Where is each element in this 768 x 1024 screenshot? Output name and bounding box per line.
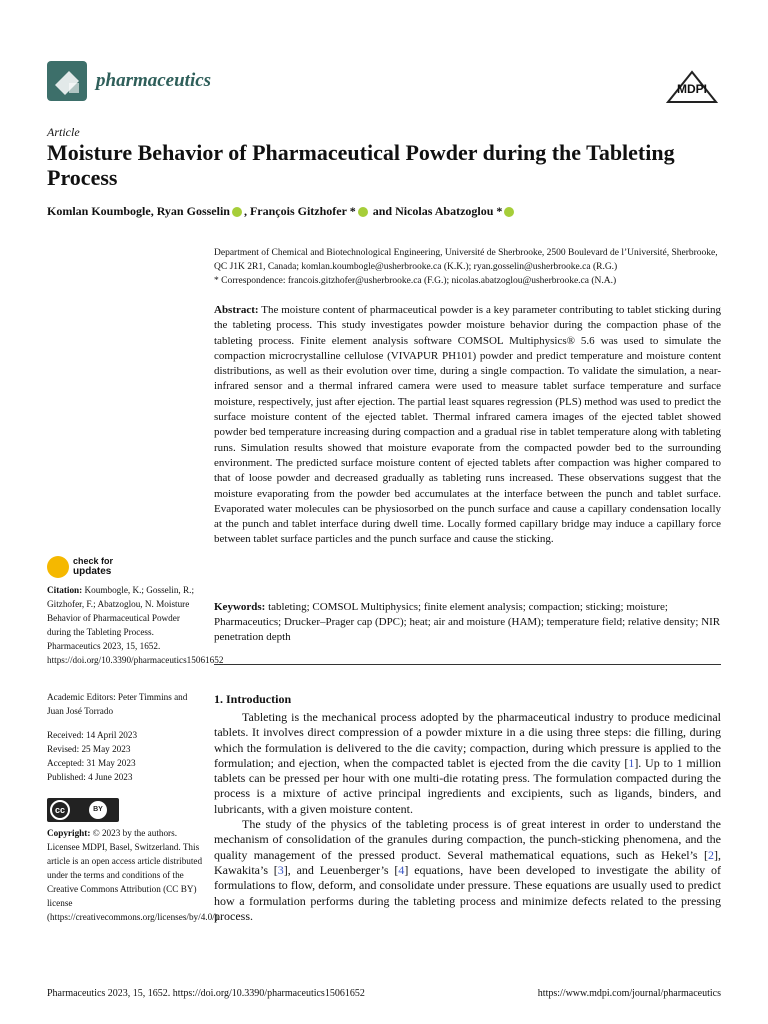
revised-date: Revised: 25 May 2023 <box>47 744 131 754</box>
academic-editors: Academic Editors: Peter Timmins and Juan José Torrado <box>47 692 188 716</box>
article-type: Article <box>47 125 80 139</box>
mdpi-logo <box>666 70 718 104</box>
check-for-updates-button[interactable] <box>47 556 139 580</box>
intro-paragraph: Tableting is the mechanical process adopted by the pharmaceutical industry to produce medicinal tablets. It involves direct compression of a powder mixture in a die using three steps: die filling, during which the formulation is delivered to the die cavity; compaction, during which pressure is applied to the formulation; and ejection, when the compacted tablet is ejected from the die cavity [1]. Up to 1 million tablets can be pressed per hour with one multi-die rotating press. The formulation compacted during the process is a mixture of active principal ingredients and excipients, such as ligands, binders, and lubricants, with a given moisture content. <box>214 710 721 816</box>
author-list: Komlan Koumbogle, Ryan Gosselin , François Gitzhofer * and Nicolas Abatzoglou * <box>47 204 516 219</box>
author-name[interactable]: François Gitzhofer * <box>249 204 356 218</box>
copyright-block <box>47 826 221 924</box>
reference-link[interactable]: 3 <box>277 862 284 877</box>
citation-text[interactable]: Koumbogle, K.; Gosselin, R.; Gitzhofer, F.; Abatzoglou, N. Moisture Behavior of Pharmaceutical Powder during the Tableting Process. Pharmaceutics 2023, 15, 1652. https://doi.org/10.3390/pharmaceutics15061652 <box>47 585 224 665</box>
footer-citation[interactable]: Pharmaceutics 2023, 15, 1652. https://doi.org/10.3390/pharmaceutics15061652 <box>47 988 365 999</box>
author-name[interactable]: Komlan Koumbogle <box>47 204 151 218</box>
author-name[interactable]: Nicolas Abatzoglou * <box>395 204 503 218</box>
check-updates-label: updates <box>73 566 112 577</box>
orcid-icon[interactable] <box>232 207 242 217</box>
keywords <box>214 600 721 645</box>
reference-link[interactable]: 2 <box>708 847 714 862</box>
orcid-icon[interactable] <box>504 207 514 217</box>
abstract-label: Abstract: <box>214 304 259 316</box>
keywords-text: tableting; COMSOL Multiphysics; finite element analysis; compaction; sticking; moisture; Pharmaceutics; Drucker–Prager cap (DPC); heat; air and moisture (HAM); temperature field; relative density; NIR penetration depth <box>214 601 721 643</box>
received-date: Received: 14 April 2023 <box>47 730 138 740</box>
by-icon: BY <box>89 801 107 819</box>
check-updates-icon <box>47 556 69 578</box>
journal-name: pharmaceutics <box>96 70 212 91</box>
abstract <box>214 303 721 548</box>
article-title: Moisture Behavior of Pharmaceutical Powder during the Tableting Process <box>47 140 675 190</box>
intro-body <box>214 710 721 924</box>
reference-link[interactable]: 1 <box>628 755 635 770</box>
orcid-icon[interactable] <box>358 207 368 217</box>
footer-url[interactable]: https://www.mdpi.com/journal/pharmaceutics <box>537 988 721 999</box>
correspondence: * Correspondence: francois.gitzhofer@usherbrooke.ca (F.G.); nicolas.abatzoglou@usherbrooke.ca (N.A.) <box>214 276 617 286</box>
section-divider <box>214 664 721 665</box>
dates-block <box>47 728 205 784</box>
keywords-label: Keywords: <box>214 601 266 613</box>
accepted-date: Accepted: 31 May 2023 <box>47 758 136 768</box>
affiliation-block <box>214 246 720 288</box>
copyright-label: Copyright: <box>47 828 91 838</box>
mdpi-logo-text: MDPI <box>677 82 707 96</box>
citation-block <box>47 583 224 667</box>
citation-label: Citation: <box>47 585 83 595</box>
published-date: Published: 4 June 2023 <box>47 772 133 782</box>
reference-link[interactable]: 4 <box>398 862 405 877</box>
abstract-text: The moisture content of pharmaceutical powder is a key parameter contributing to tablet sticking during the tableting process. This study investigates powder moisture behavior during the compaction phase of the tableting process. Finite element analysis software COMSOL Multiphysics® 5.6 was used to simulate the compaction microcrystalline cellulose (VIVAPUR PH101) powder and predict temperature and moisture content distributions, as well as their evolution over time, during a single compaction. To validate the simulation, a near-infrared sensor and a thermal infrared camera were used to measure tablet surface temperature and surface moisture, respectively, just after ejection. The partial least squares regression (PLS) method was used to predict the surface moisture content of the ejected tablet. Thermal infrared camera images of the ejected tablet showed powder bed temperature increasing during compaction and a gradual rise in tablet temperature along with tableting runs. Simulation results showed that moisture evaporate from the compacted powder bed to the surrounding environment. The predicted surface moisture content of ejected tablets after compaction was higher compared to that of loose powder and decreased gradually as tableting runs increased. These observations suggest that the moisture evaporating from the powder bed accumulates at the interface between the punch and tablet surface. Evaporated water molecules can be physiosorbed on the punch surface and cause a capillary condensation locally at the punch and tablet interface during dwell time. Locally formed capillary bridge may induce a capillary force between tablet surface particles and the punch surface and cause the sticking. <box>214 304 721 546</box>
section-heading: 1. Introduction <box>214 692 292 706</box>
intro-paragraph: The study of the physics of the tableting process is of great interest in order to understand the mechanism of consolidation of the granules during compaction, the punch-sticking phenomena, and the quality management of the pressed product. Several mathematical equations, such as Hekel’s [2], Kawakita’s [3], and Leuenberger’s [4] equations, have been developed to investigate the ability of formulations to flow, deform, and consolidate under pressure. These equations are usually used to predict how a formulation performs during the tableting process and minimize defects related to the pressing process. <box>214 817 721 923</box>
affiliation: Department of Chemical and Biotechnological Engineering, Université de Sherbrooke, 2500 Boulevard de l’Université, Sherbrooke, QC J1K 2R1, Canada; komlan.koumbogle@usherbrooke.ca (K.K.); ryan.gosselin@usherbrooke.ca (R.G.) <box>214 248 718 272</box>
cc-license-badge[interactable] <box>47 798 119 822</box>
cc-icon: cc <box>50 800 70 820</box>
journal-logo-icon <box>47 61 87 101</box>
author-name[interactable]: Ryan Gosselin <box>156 204 230 218</box>
copyright-text: © 2023 by the authors. Licensee MDPI, Basel, Switzerland. This article is an open access article distributed under the terms and conditions of the Creative Commons Attribution (CC BY) license (https://creativecommons.org/licenses/by/4.0/). <box>47 828 221 922</box>
check-updates-label: check for <box>73 556 114 566</box>
